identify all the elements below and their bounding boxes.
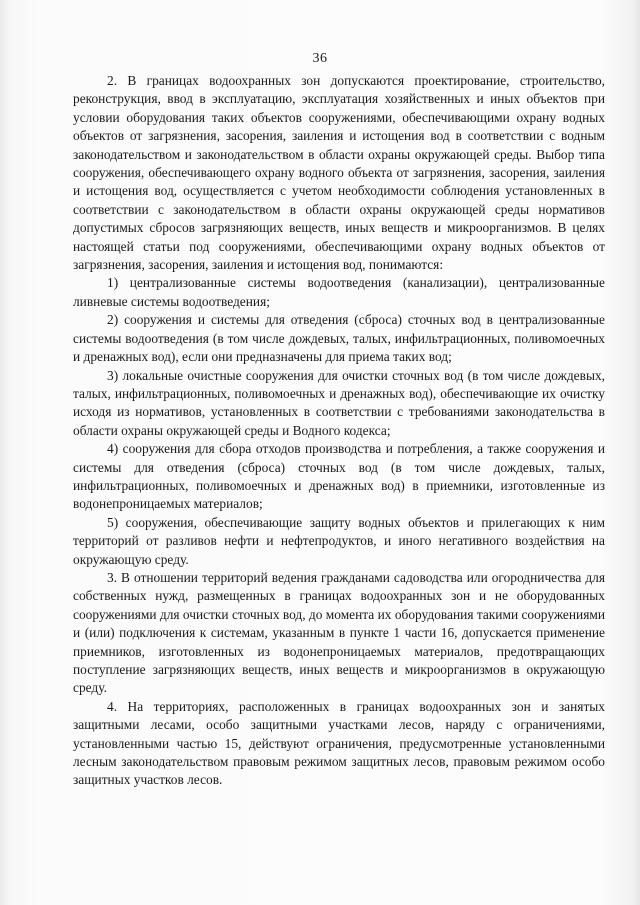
- list-item: 3) локальные очистные сооружения для очистки сточных вод (в том числе дождевых, талых, инфильтрационных, поливомоечных и дренажных вод), обеспечивающие их очистку исходя из нормативов, установленных в соответствии с требованиями законодательства в области охраны окружающей среды и Водного кодекса;: [73, 367, 605, 438]
- list-item: 1) централизованные системы водоотведения (канализации), централизованные ливневые системы водоотведения;: [73, 275, 605, 309]
- page-number: 36: [312, 51, 328, 66]
- paragraph: 2. В границах водоохранных зон допускаются проектирование, строительство, реконструкция, ввод в эксплуатацию, эксплуатация хозяйственных и иных объектов при условии оборудования таких объектов сооружениями, обеспечивающими охрану водных объектов от загрязнения, засорения, заиления и истощения вод в соответствии с водным законодательством и законодательством в области охраны окружающей среды. Выбор типа сооружения, обеспечивающего охрану водного объекта от загрязнения, засорения, заиления и истощения вод, осуществляется с учетом необходимости соблюдения установленных в соответствии с законодательством в области охраны окружающей среды нормативов допустимых сбросов загрязняющих веществ, иных веществ и микроорганизмов. В целях настоящей статьи под сооружениями, обеспечивающими охрану водных объектов от загрязнения, засорения, заиления и истощения вод, понимаются:: [73, 73, 605, 273]
- list-item: 2) сооружения и системы для отведения (сброса) сточных вод в централизованные системы водоотведения (в том числе дождевых, талых, инфильтрационных, поливомоечных и дренажных вод), если они предназначены для приема таких вод;: [73, 312, 605, 365]
- paragraph: 4. На территориях, расположенных в границах водоохранных зон и занятых защитными лесами, особо защитными участками лесов, наряду с ограничениями, установленными частью 15, действуют ограничения, предусмотренные установленными лесным законодательством правовым режимом защитных лесов, правовым режимом особо защитных участков лесов.: [73, 698, 605, 788]
- list-item: 4) сооружения для сбора отходов производства и потребления, а также сооружения и системы для отведения (сброса) сточных вод (в том числе дождевых, талых, инфильтрационных, поливомоечных и дренажных вод) в приемники, изготовленные из водонепроницаемых материалов;: [73, 441, 605, 512]
- list-item: 5) сооружения, обеспечивающие защиту водных объектов и прилегающих к ним территорий от разливов нефти и нефтепродуктов, и иного негативного воздействия на окружающую среду.: [73, 514, 605, 567]
- paragraph: 3. В отношении территорий ведения гражданами садоводства или огородничества для собственных нужд, размещенных в границах водоохранных зон и не оборудованных сооружениями для очистки сточных вод, до момента их оборудования такими сооружениями и (или) подключения к системам, указанным в пункте 1 части 16, допускается применение приемников, изготовленных из водонепроницаемых материалов, предотвращающих поступление загрязняющих веществ, иных веществ и микроорганизмов в окружающую среду.: [73, 569, 605, 696]
- document-body: [73, 72, 605, 790]
